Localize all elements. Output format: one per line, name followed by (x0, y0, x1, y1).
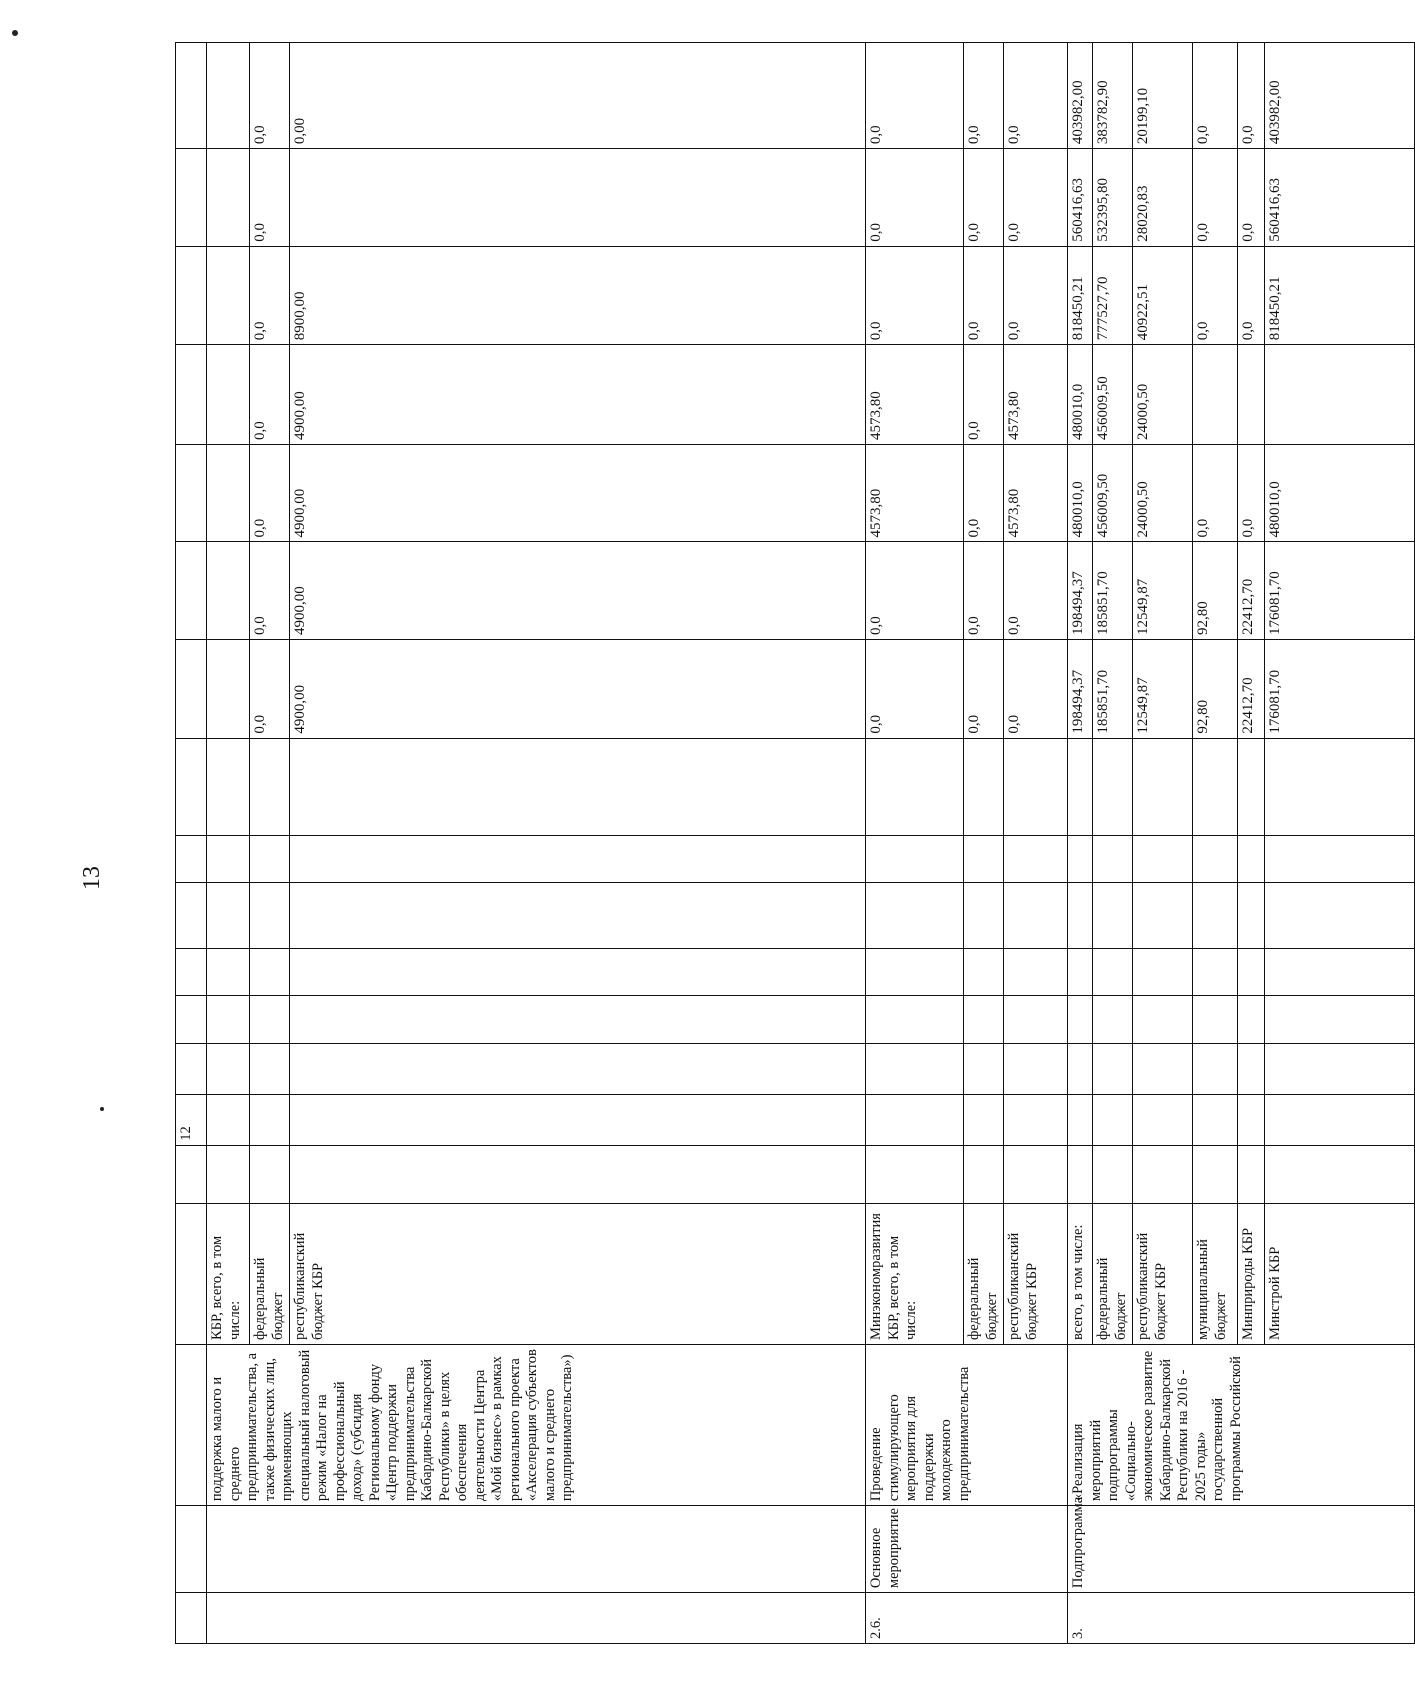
empty-cell (207, 738, 250, 836)
funding-source: федеральный бюджет (1093, 1204, 1133, 1345)
empty-cell (964, 996, 1004, 1044)
value-cell: 0,0 (1193, 149, 1238, 247)
value-cell: 22412,70 (1238, 542, 1265, 640)
funding-source: республиканский бюджет КБР (1133, 1204, 1193, 1345)
value-cell: 4573,80 (866, 444, 964, 542)
value-cell: 0,0 (964, 43, 1004, 149)
empty-cell (1133, 996, 1193, 1044)
empty-cell (1238, 1094, 1265, 1145)
value-cell: 12549,87 (1133, 542, 1193, 640)
value-cell: 560416,63 (1068, 149, 1093, 247)
col-12-header: 12 (176, 1094, 207, 1145)
empty-cell (1238, 836, 1265, 883)
value-cell: 0,0 (250, 345, 290, 445)
empty-cell (1193, 738, 1238, 836)
empty-cell (866, 1145, 964, 1203)
empty-cell (1265, 836, 1415, 883)
table-body (176, 43, 1415, 1644)
empty-cell (207, 1145, 250, 1203)
empty-cell (207, 836, 250, 883)
empty-cell (1133, 1043, 1193, 1094)
empty-cell (1193, 1145, 1238, 1203)
empty-cell (1068, 738, 1093, 836)
value-cell: 22412,70 (1238, 640, 1265, 739)
header-row (176, 43, 207, 1644)
empty-cell (250, 948, 290, 996)
cell (176, 1204, 207, 1345)
value-cell: 0,0 (1238, 149, 1265, 247)
empty-cell (866, 836, 964, 883)
value-cell: 0,0 (866, 640, 964, 739)
cell (176, 996, 207, 1044)
value-cell: 0,0 (964, 149, 1004, 247)
value-cell (207, 444, 250, 542)
empty-cell (866, 1043, 964, 1094)
value-cell: 4573,80 (1004, 345, 1068, 445)
value-cell: 4900,00 (290, 640, 866, 739)
empty-cell (207, 948, 250, 996)
value-cell: 0,0 (1004, 149, 1068, 247)
value-cell: 777527,70 (1093, 246, 1133, 345)
empty-cell (1093, 996, 1133, 1044)
row-status (207, 1506, 866, 1593)
value-cell (207, 640, 250, 739)
empty-cell (250, 1043, 290, 1094)
row-status: Подпрограмма (1068, 1506, 1415, 1593)
empty-cell (1068, 882, 1093, 948)
value-cell: 12549,87 (1133, 640, 1193, 739)
empty-cell (1133, 948, 1193, 996)
scan-speck (12, 30, 18, 36)
cell (176, 149, 207, 247)
cell (176, 738, 207, 836)
empty-cell (866, 738, 964, 836)
value-cell: 0,0 (866, 149, 964, 247)
empty-cell (290, 1043, 866, 1094)
empty-cell (1093, 882, 1133, 948)
empty-cell (1093, 1145, 1133, 1203)
value-cell: 0,00 (290, 43, 866, 149)
value-cell: 0,0 (250, 149, 290, 247)
value-cell: 92,80 (1193, 640, 1238, 739)
funding-source: Минстрой КБР (1265, 1204, 1415, 1345)
empty-cell (1004, 948, 1068, 996)
value-cell: 532395,80 (1093, 149, 1133, 247)
value-cell: 456009,50 (1093, 444, 1133, 542)
value-cell: 176081,70 (1265, 640, 1415, 739)
empty-cell (1193, 1094, 1238, 1145)
empty-cell (1093, 1094, 1133, 1145)
value-cell: 0,0 (1193, 43, 1238, 149)
table-row (1068, 43, 1093, 1644)
funding-source: федеральный бюджет (964, 1204, 1004, 1345)
cell (176, 542, 207, 640)
empty-cell (290, 1145, 866, 1203)
value-cell: 0,0 (866, 43, 964, 149)
value-cell: 0,0 (250, 542, 290, 640)
cell (176, 948, 207, 996)
value-cell: 0,0 (1193, 246, 1238, 345)
value-cell: 456009,50 (1093, 345, 1133, 445)
empty-cell (1093, 738, 1133, 836)
value-cell: 0,0 (250, 43, 290, 149)
value-cell: 0,0 (866, 542, 964, 640)
funding-source: республиканский бюджет КБР (1004, 1204, 1068, 1345)
row-name: поддержка малого и среднего предпринимательства, а также физических лиц, применяющих специальный налоговый режим «Налог на профессиональный доход» (субсидия Региональному фонду «Центр поддержки предпринимательства Кабардино-Балкарской Республики» в целях обеспечения деятельности Центра «Мой бизнес» в рамках регионального проекта «Акселерация субъектов малого и среднего предпринимательства») (207, 1345, 866, 1506)
empty-cell (1265, 1043, 1415, 1094)
value-cell: 0,0 (1004, 542, 1068, 640)
empty-cell (964, 948, 1004, 996)
value-cell: 0,0 (866, 246, 964, 345)
value-cell: 403982,00 (1265, 43, 1415, 149)
empty-cell (1193, 882, 1238, 948)
empty-cell (1068, 996, 1093, 1044)
row-number: 2.6. (866, 1593, 1068, 1644)
scan-speck (100, 1107, 104, 1111)
empty-cell (1068, 836, 1093, 883)
value-cell (290, 149, 866, 247)
cell (176, 1506, 207, 1593)
empty-cell (964, 1043, 1004, 1094)
empty-cell (1133, 738, 1193, 836)
funding-source: Минприроды КБР (1238, 1204, 1265, 1345)
value-cell: 480010,0 (1265, 444, 1415, 542)
value-cell: 0,0 (1004, 246, 1068, 345)
empty-cell (1265, 1145, 1415, 1203)
funding-source: Минэкономразвития КБР, всего, в том числе: (866, 1204, 964, 1345)
cell (176, 640, 207, 739)
value-cell: 198494,37 (1068, 640, 1093, 739)
empty-cell (1004, 738, 1068, 836)
empty-cell (1068, 1043, 1093, 1094)
empty-cell (1133, 882, 1193, 948)
empty-cell (290, 948, 866, 996)
empty-cell (1004, 836, 1068, 883)
cell (176, 43, 207, 149)
empty-cell (250, 1094, 290, 1145)
empty-cell (1265, 882, 1415, 948)
empty-cell (1238, 1145, 1265, 1203)
empty-cell (1068, 948, 1093, 996)
value-cell: 0,0 (250, 246, 290, 345)
empty-cell (1004, 996, 1068, 1044)
empty-cell (1004, 1043, 1068, 1094)
empty-cell (964, 1145, 1004, 1203)
empty-cell (290, 882, 866, 948)
value-cell: 0,0 (1004, 640, 1068, 739)
empty-cell (1193, 836, 1238, 883)
value-cell: 185851,70 (1093, 542, 1133, 640)
empty-cell (866, 882, 964, 948)
funding-source: муниципальный бюджет (1193, 1204, 1238, 1345)
cell (176, 1043, 207, 1094)
cell (176, 345, 207, 445)
empty-cell (1093, 1043, 1133, 1094)
empty-cell (1238, 996, 1265, 1044)
value-cell: 0,0 (964, 246, 1004, 345)
cell (176, 882, 207, 948)
empty-cell (290, 996, 866, 1044)
value-cell: 0,0 (250, 640, 290, 739)
empty-cell (290, 836, 866, 883)
empty-cell (1133, 836, 1193, 883)
empty-cell (1133, 1094, 1193, 1145)
empty-cell (1238, 948, 1265, 996)
empty-cell (1133, 1145, 1193, 1203)
value-cell (1265, 345, 1415, 445)
funding-source: КБР, всего, в том числе: (207, 1204, 250, 1345)
value-cell: 0,0 (1238, 43, 1265, 149)
empty-cell (1093, 836, 1133, 883)
empty-cell (207, 882, 250, 948)
value-cell (207, 43, 250, 149)
value-cell: 4573,80 (866, 345, 964, 445)
empty-cell (290, 738, 866, 836)
row-name: «Реализация мероприятий подпрограммы «Социально-экономическое развитие Кабардино-Балкарской Республики на 2016 - 2025 годы» государственной программы Российской (1068, 1345, 1415, 1506)
empty-cell (1004, 1145, 1068, 1203)
empty-cell (1193, 1043, 1238, 1094)
value-cell: 403982,00 (1068, 43, 1093, 149)
table-row (207, 43, 250, 1644)
empty-cell (964, 1094, 1004, 1145)
value-cell: 198494,37 (1068, 542, 1093, 640)
value-cell: 818450,21 (1265, 246, 1415, 345)
value-cell: 24000,50 (1133, 444, 1193, 542)
empty-cell (1265, 1094, 1415, 1145)
empty-cell (1193, 996, 1238, 1044)
value-cell: 383782,90 (1093, 43, 1133, 149)
funding-source: федеральный бюджет (250, 1204, 290, 1345)
empty-cell (1238, 882, 1265, 948)
value-cell: 818450,21 (1068, 246, 1093, 345)
empty-cell (290, 1094, 866, 1145)
empty-cell (1193, 948, 1238, 996)
empty-cell (1068, 1145, 1093, 1203)
value-cell: 0,0 (1004, 43, 1068, 149)
value-cell: 0,0 (1238, 246, 1265, 345)
empty-cell (1238, 1043, 1265, 1094)
empty-cell (964, 738, 1004, 836)
empty-cell (964, 882, 1004, 948)
empty-cell (207, 1094, 250, 1145)
empty-cell (1265, 996, 1415, 1044)
cell (176, 1593, 207, 1644)
cell (176, 836, 207, 883)
cell (176, 444, 207, 542)
page-number: 13 (79, 866, 105, 890)
value-cell: 8900,00 (290, 246, 866, 345)
empty-cell (250, 1145, 290, 1203)
value-cell (207, 246, 250, 345)
value-cell: 4900,00 (290, 542, 866, 640)
value-cell (207, 149, 250, 247)
cell (176, 246, 207, 345)
value-cell: 4900,00 (290, 444, 866, 542)
value-cell: 40922,51 (1133, 246, 1193, 345)
funding-source: всего, в том числе: (1068, 1204, 1093, 1345)
empty-cell (1068, 1094, 1093, 1145)
value-cell (1193, 345, 1238, 445)
value-cell: 0,0 (964, 542, 1004, 640)
value-cell: 480010,0 (1068, 444, 1093, 542)
cell (176, 1145, 207, 1203)
empty-cell (1265, 738, 1415, 836)
rotated-table-wrapper (175, 42, 1283, 1644)
empty-cell (1004, 1094, 1068, 1145)
value-cell: 92,80 (1193, 542, 1238, 640)
value-cell: 185851,70 (1093, 640, 1133, 739)
row-name: Проведение стимулирующего мероприятия для поддержки молодежного предпринимательства (866, 1345, 1068, 1506)
value-cell (207, 345, 250, 445)
value-cell: 28020,83 (1133, 149, 1193, 247)
empty-cell (1093, 948, 1133, 996)
empty-cell (1238, 738, 1265, 836)
empty-cell (250, 738, 290, 836)
empty-cell (866, 1094, 964, 1145)
value-cell: 0,0 (964, 444, 1004, 542)
empty-cell (250, 996, 290, 1044)
value-cell: 4573,80 (1004, 444, 1068, 542)
empty-cell (1265, 948, 1415, 996)
row-status: Основное мероприятие (866, 1506, 1068, 1593)
cell (176, 1345, 207, 1506)
budget-table (175, 42, 1415, 1644)
value-cell (207, 542, 250, 640)
value-cell: 176081,70 (1265, 542, 1415, 640)
value-cell: 480010,0 (1068, 345, 1093, 445)
empty-cell (1004, 882, 1068, 948)
empty-cell (866, 948, 964, 996)
empty-cell (207, 1043, 250, 1094)
empty-cell (250, 882, 290, 948)
value-cell: 560416,63 (1265, 149, 1415, 247)
empty-cell (866, 996, 964, 1044)
value-cell: 0,0 (964, 345, 1004, 445)
value-cell: 0,0 (1238, 444, 1265, 542)
funding-source: республиканский бюджет КБР (290, 1204, 866, 1345)
value-cell: 20199,10 (1133, 43, 1193, 149)
empty-cell (964, 836, 1004, 883)
value-cell: 0,0 (964, 640, 1004, 739)
value-cell (1238, 345, 1265, 445)
row-number: 3. (1068, 1593, 1415, 1644)
value-cell: 24000,50 (1133, 345, 1193, 445)
empty-cell (207, 996, 250, 1044)
row-number (207, 1593, 866, 1644)
value-cell: 0,0 (250, 444, 290, 542)
value-cell: 4900,00 (290, 345, 866, 445)
empty-cell (250, 836, 290, 883)
table-row (866, 43, 964, 1644)
value-cell: 0,0 (1193, 444, 1238, 542)
